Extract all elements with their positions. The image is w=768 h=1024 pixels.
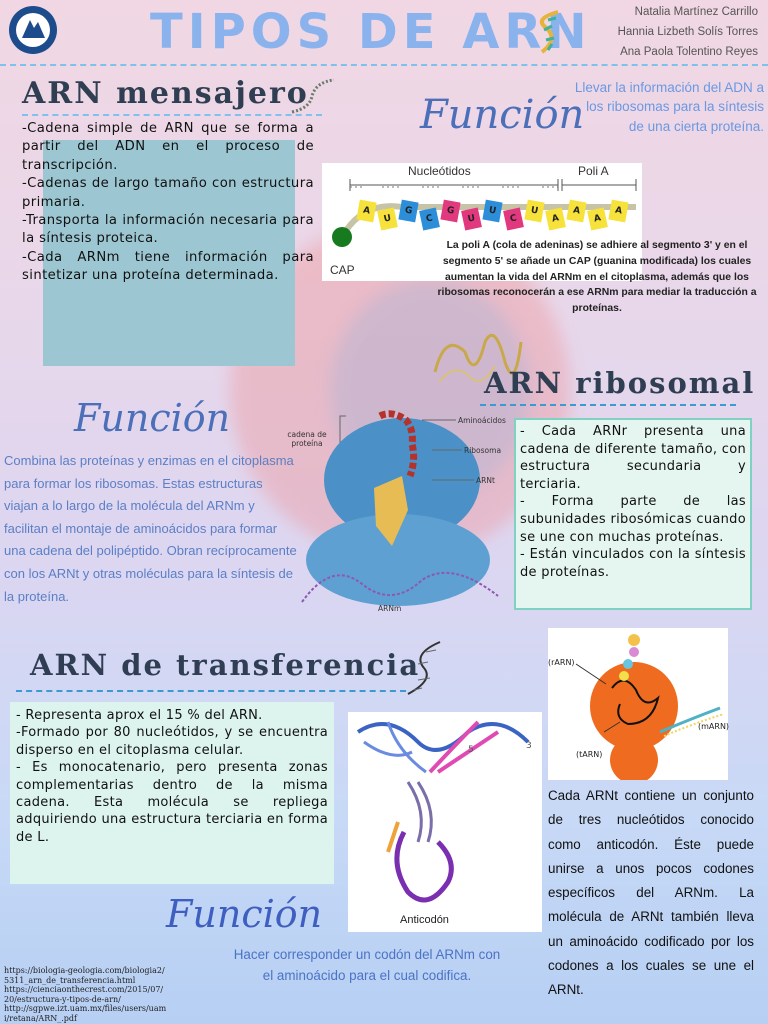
authors-block: [618, 2, 758, 62]
mrna-caption: La poli A (cola de adeninas) se adhiere al segmento 3' y en el segmento 5' se añade un CAP (guanina modificada) los cuales aumentan la vida del ARNm en el citoplasma, además que los ribosomas reconocerán a ese ARNm para mediar la traducción a proteínas.: [437, 240, 757, 315]
nucleotide-base: C: [503, 207, 524, 230]
nucleotide-base: A: [356, 200, 376, 223]
list-item: -Cadena simple de ARN que se forma a partir del ADN en el proceso de transcripción.: [22, 121, 314, 173]
section-divider: [22, 114, 322, 118]
list-item: -Cadenas de largo tamaño con estructura primaria.: [22, 176, 314, 210]
reference-link[interactable]: https://biologia-geologia.com/biologia2/: [4, 966, 165, 975]
nucleotidos-label: Nucleótidos: [408, 164, 471, 178]
ribosoma-label: Ribosoma: [464, 446, 502, 455]
author-name: Natalia Martínez Carrillo: [634, 6, 758, 18]
rarn-label: (rARN): [548, 658, 575, 667]
ribosomal-card: [514, 418, 752, 610]
university-logo: [8, 2, 58, 58]
nucleotide-base: A: [608, 200, 628, 223]
reference-link[interactable]: 5311_arn_de_transferencia.html: [4, 975, 136, 985]
svg-text:3: 3: [526, 741, 532, 751]
nucleotide-base: U: [482, 200, 502, 223]
list-item: -Formado por 80 nucleótidos, y se encuentra disperso en el citoplasma celular.: [16, 725, 328, 758]
transferencia-heading: ARN de transferencia: [30, 648, 421, 682]
author-name: Ana Paola Tolentino Reyes: [620, 46, 758, 58]
list-item: -Cada ARNm tiene información para sintetizar una proteína determinada.: [22, 249, 314, 284]
mensajero-heading: ARN mensajero: [22, 76, 309, 111]
list-item: - Están vinculados con la síntesis de proteínas.: [520, 547, 746, 580]
list-item: - Es monocatenario, pero presenta zonas complementarias dentro de la misma cadena. Esta molécula se repliega adquiriendo una estructura terciaria en forma de L.: [16, 760, 328, 845]
ribosomal-funcion-text: Combina las proteínas y enzimas en el citoplasma para formar los ribosomas. Estas estructuras viajan a lo largo de la molécula del ARNm y facilitan el montaje de aminoácidos para formar una cadena del polipéptido. Obran recíprocamente con los ARNt y otras moléculas para la síntesis de la proteína.: [4, 453, 297, 604]
polia-label: Poli A: [578, 164, 609, 178]
list-item: - Cada ARNr presenta una cadena de diferente tamaño, con estructura secundaria y terciaria.: [520, 424, 746, 492]
ribosomal-heading: ARN ribosomal: [484, 366, 756, 400]
page-title: TIPOS DE ARN: [150, 4, 592, 60]
funcion-heading: Función: [166, 892, 323, 936]
transferencia-card: [10, 702, 334, 884]
cap-label: CAP: [330, 263, 355, 277]
nucleotide-base: U: [461, 207, 482, 230]
mensajero-list: [22, 120, 314, 286]
nucleotide-base: C: [419, 207, 440, 230]
list-item: - Forma parte de las subunidades ribosómicas cuando se une con muchas proteínas.: [520, 494, 746, 545]
trna-ribosome-diagram: [548, 628, 728, 780]
tarn-label: (tARN): [576, 750, 603, 759]
nucleotide-base: A: [566, 200, 586, 223]
nucleotide-base: A: [545, 207, 566, 230]
aminoacidos-label: Aminoácidos: [458, 416, 506, 425]
list-item: -Transporta la información necesaria para la síntesis proteica.: [22, 213, 314, 247]
funcion-heading: Función: [420, 92, 585, 138]
marn-label: (mARN): [698, 722, 730, 731]
reference-link[interactable]: 20/estructura-y-tipos-de-arn/: [4, 994, 121, 1004]
header-divider: [0, 64, 768, 66]
trna-side-text: Cada ARNt contiene un conjunto de tres nucleótidos conocido como anticodón. Éste puede unirse a unos pocos codones específicos del ARNm. La molécula de ARNt también lleva un aminoácido codificado por los codones a los cuales se une el ARNt.: [548, 788, 754, 998]
ribosome-diagram: [282, 410, 516, 620]
nucleotide-base: G: [440, 200, 460, 223]
author-name: Hannia Lizbeth Solís Torres: [617, 26, 758, 38]
mensajero-funcion-text: Llevar la información del ADN a los ribosomas para la síntesis de una cierta proteína.: [574, 80, 764, 134]
reference-link[interactable]: i/retana/ARN_.pdf: [4, 1013, 77, 1023]
anticodon-label: Anticodón: [400, 914, 449, 926]
nucleotide-base: U: [377, 207, 398, 230]
list-item: - Representa aprox el 15 % del ARN.: [16, 708, 263, 723]
section-divider: [480, 404, 736, 406]
dna-icon: [404, 640, 444, 700]
section-divider: [16, 690, 406, 692]
references: [4, 966, 214, 1024]
cadena-label: cadena de proteína: [287, 430, 327, 448]
nucleotide-base: U: [524, 200, 544, 223]
nucleotide-base: A: [587, 207, 608, 230]
transferencia-funcion-text: Hacer corresponder un codón del ARNm con el aminoácido para el cual codifica.: [233, 947, 501, 983]
arnt-label: ARNt: [476, 476, 495, 485]
nucleotide-base: G: [398, 200, 418, 223]
funcion-heading: Función: [74, 396, 231, 440]
reference-link[interactable]: https://cienciaonthecrest.com/2015/07/: [4, 985, 164, 995]
trna-structure-diagram: [348, 712, 542, 932]
svg-text:5: 5: [468, 745, 474, 755]
arnm-label: ARNm: [378, 604, 402, 613]
reference-link[interactable]: http://sgpwe.izt.uam.mx/files/users/uam: [4, 1004, 167, 1014]
dna-icon: [538, 10, 564, 58]
